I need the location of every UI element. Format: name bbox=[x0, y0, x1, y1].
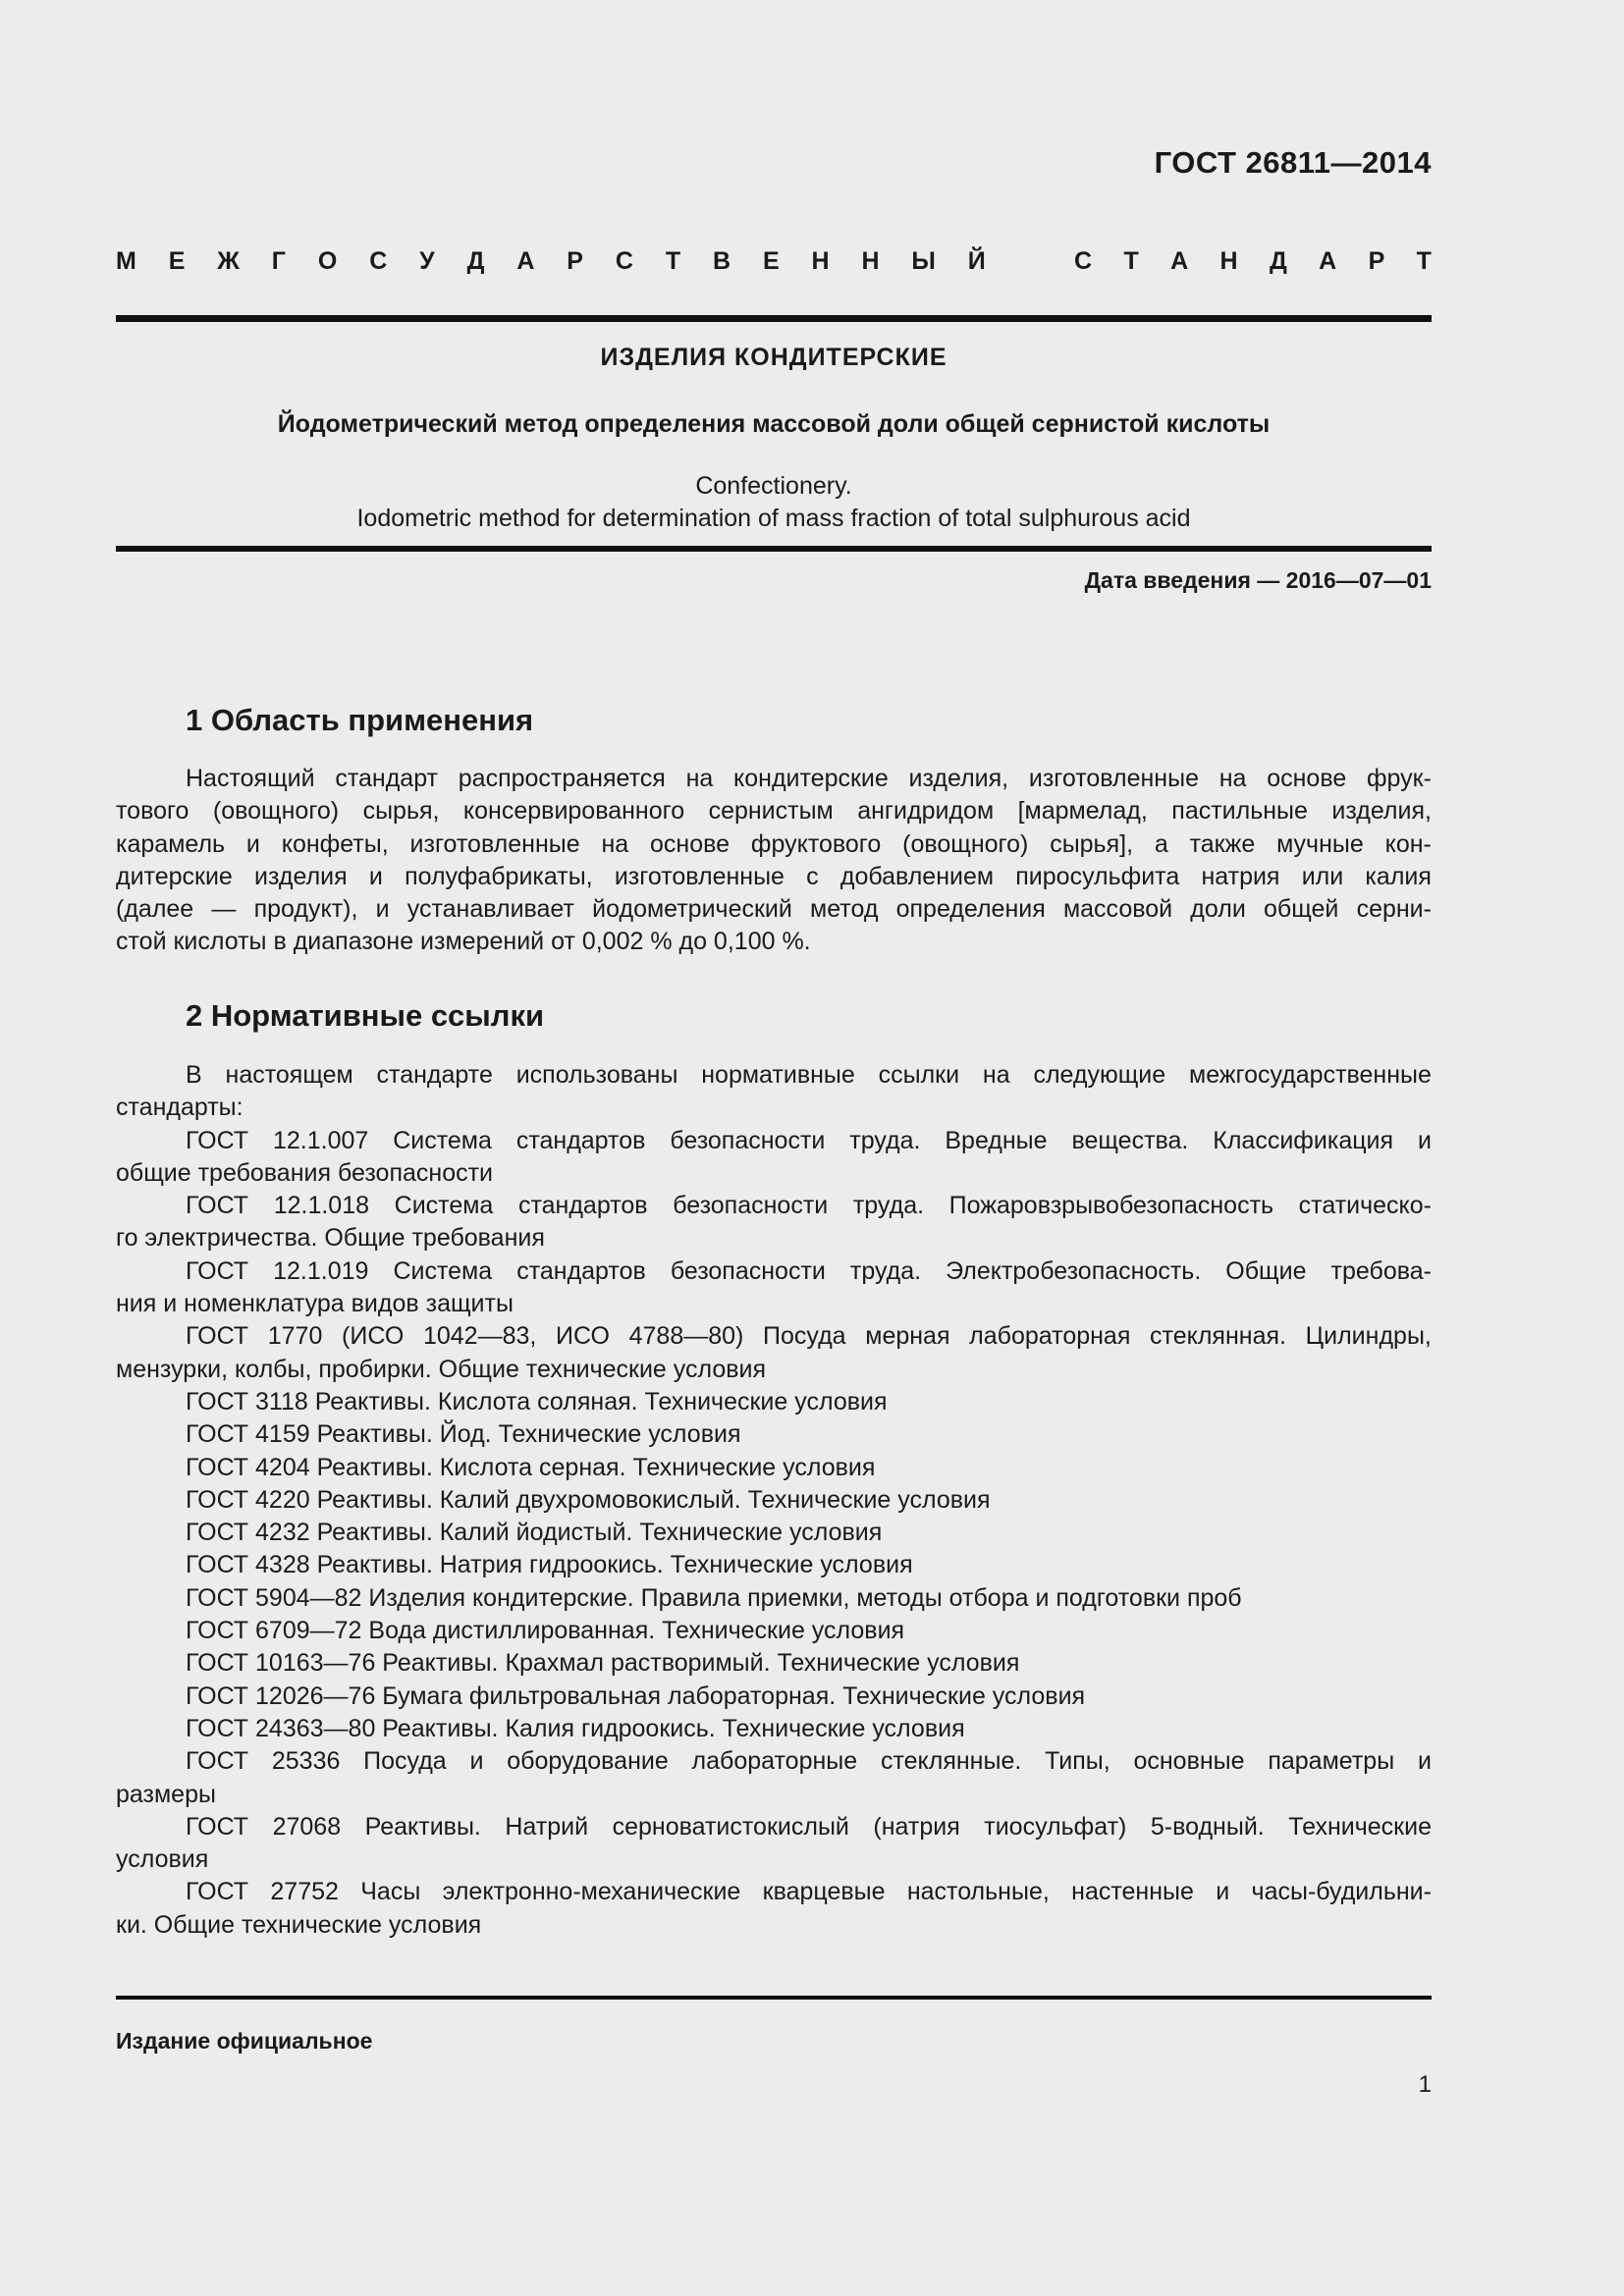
line-word: Настоящий bbox=[186, 765, 315, 792]
section-heading-scope: 1 Область применения bbox=[186, 703, 534, 737]
line-word: мучные bbox=[1276, 829, 1364, 858]
line-word: и bbox=[1417, 1126, 1432, 1154]
reference-line bbox=[116, 1190, 1432, 1222]
banner-letter: А bbox=[1319, 247, 1337, 275]
line-word: изделия, bbox=[1331, 797, 1432, 826]
line-word: труда. bbox=[849, 1256, 922, 1285]
line-word: основные bbox=[1133, 1747, 1245, 1776]
line-word: ГОСТ bbox=[186, 1878, 249, 1906]
section-heading-references: 2 Нормативные ссылки bbox=[186, 998, 545, 1033]
line-word: метод bbox=[810, 895, 879, 924]
line-word: или bbox=[1301, 862, 1344, 890]
reference-line: ГОСТ 4159 Реактивы. Йод. Технические условия bbox=[186, 1420, 741, 1449]
banner-letter: Е bbox=[168, 247, 186, 275]
line-word: 27752 bbox=[270, 1878, 339, 1906]
line-word: Часы bbox=[360, 1878, 421, 1906]
banner-letter: У bbox=[419, 247, 435, 275]
line-word: кон- bbox=[1384, 829, 1432, 858]
banner-letter: Т bbox=[1123, 247, 1139, 275]
line-word: ГОСТ bbox=[186, 1812, 249, 1841]
document-title: ИЗДЕЛИЯ КОНДИТЕРСКИЕ bbox=[600, 344, 947, 371]
line-word: (овощного) bbox=[902, 829, 1029, 858]
line-word: кварцевые bbox=[762, 1878, 886, 1906]
line-word: статическо- bbox=[1298, 1192, 1432, 1220]
line-word: стеклянные. bbox=[880, 1747, 1022, 1776]
line-word: общей bbox=[1263, 895, 1339, 924]
line-word: 25336 bbox=[271, 1747, 341, 1776]
line-word: межгосударственные bbox=[1189, 1061, 1432, 1089]
line-word: на bbox=[1218, 765, 1247, 792]
line-word: ГОСТ bbox=[186, 1192, 249, 1220]
reference-line bbox=[116, 1320, 1432, 1353]
document-subtitle: Йодометрический метод определения массовой доли общей сернистой кислоты bbox=[277, 410, 1271, 438]
line-word: 27068 bbox=[272, 1812, 342, 1841]
reference-line: ГОСТ 6709—72 Вода дистиллированная. Технические условия bbox=[186, 1617, 905, 1645]
banner-letter: Р bbox=[1368, 247, 1385, 275]
introduction-date: Дата введения — 2016—07—01 bbox=[1084, 567, 1432, 593]
line-word: (ИСО bbox=[342, 1322, 405, 1351]
line-word: изделия bbox=[254, 862, 348, 890]
line-word: изделия, bbox=[908, 765, 1009, 792]
line-word: следующие bbox=[1033, 1061, 1166, 1089]
reference-line: размеры bbox=[116, 1780, 216, 1808]
line-word: мерная bbox=[865, 1322, 950, 1351]
line-word: стандартов bbox=[517, 1192, 648, 1220]
reference-line: ГОСТ 5904—82 Изделия кондитерские. Правила приемки, методы отбора и подготовки проб bbox=[186, 1583, 1242, 1612]
banner-letter: С bbox=[615, 247, 633, 275]
line-word: Посуда bbox=[363, 1747, 447, 1776]
line-word: Классификация bbox=[1213, 1126, 1394, 1154]
line-word: и bbox=[368, 862, 383, 890]
line-word: основе bbox=[650, 829, 731, 858]
line-word: пиросульфита bbox=[1015, 862, 1180, 890]
line-word: безопасности bbox=[670, 1256, 826, 1285]
line-word: тиосульфат) bbox=[984, 1812, 1127, 1841]
line-word: В bbox=[186, 1061, 202, 1089]
reference-line: ния и номенклатура видов защиты bbox=[116, 1290, 514, 1318]
reference-line bbox=[116, 1125, 1432, 1157]
document-number: ГОСТ 26811—2014 bbox=[1154, 145, 1432, 180]
line-word: стандарте bbox=[376, 1061, 493, 1089]
line-word: Пожаровзрывобезопасность bbox=[948, 1192, 1274, 1220]
line-word: доли bbox=[1190, 895, 1246, 924]
line-word: 12.1.018 bbox=[273, 1192, 370, 1220]
banner-letter: Т bbox=[1416, 247, 1432, 275]
banner-letter: Ж bbox=[217, 247, 240, 275]
line-word: Посуда bbox=[763, 1322, 846, 1351]
line-word: ГОСТ bbox=[186, 1747, 249, 1776]
reference-line: ГОСТ 4328 Реактивы. Натрия гидроокись. Технические условия bbox=[186, 1551, 913, 1579]
line-word: Система bbox=[393, 1256, 493, 1285]
banner-letter: С bbox=[1074, 247, 1093, 275]
section-list-references bbox=[116, 1059, 1432, 1942]
line-word: (овощного) bbox=[212, 797, 340, 826]
line-word: труда. bbox=[852, 1192, 925, 1220]
line-word: определения bbox=[895, 895, 1046, 924]
banner-letter: Д bbox=[466, 247, 485, 275]
line-word: (натрия bbox=[873, 1812, 960, 1841]
banner-letter: С bbox=[369, 247, 388, 275]
paragraph-line bbox=[116, 828, 1432, 861]
line-word: калия bbox=[1365, 862, 1432, 890]
line-word: серноватистокислый bbox=[612, 1812, 849, 1841]
reference-line bbox=[116, 1059, 1432, 1092]
banner-letter: Н bbox=[861, 247, 880, 275]
line-word: сернистым bbox=[708, 797, 834, 826]
line-word: стандарт bbox=[335, 765, 439, 792]
line-word: сырья, bbox=[362, 797, 440, 826]
line-word: сырья], bbox=[1050, 829, 1134, 858]
banner-letter: Ы bbox=[911, 247, 936, 275]
line-word: добавлением bbox=[839, 862, 995, 890]
line-word: карамель bbox=[116, 829, 226, 858]
footer-divider bbox=[116, 1996, 1432, 2000]
banner-letter: Е bbox=[762, 247, 780, 275]
line-word: основе bbox=[1267, 765, 1347, 792]
reference-line: общие требования безопасности bbox=[116, 1158, 494, 1187]
line-word: лабораторные bbox=[691, 1747, 858, 1776]
banner-letter: О bbox=[317, 247, 338, 275]
line-word: 1770 bbox=[267, 1322, 323, 1351]
line-word: фруктового bbox=[750, 829, 882, 858]
line-word: стандартов bbox=[515, 1126, 646, 1154]
line-word: электронно-механические bbox=[442, 1878, 741, 1906]
line-word: ГОСТ bbox=[186, 1256, 249, 1285]
line-word: ГОСТ bbox=[186, 1322, 249, 1351]
line-word: безопасности bbox=[670, 1126, 826, 1154]
line-word: серни- bbox=[1356, 895, 1432, 924]
line-word: на bbox=[601, 829, 629, 858]
line-word: изготовленные bbox=[409, 829, 580, 858]
line-word: и bbox=[245, 829, 260, 858]
banner-letter: Т bbox=[665, 247, 681, 275]
line-word: ссылки bbox=[878, 1061, 960, 1089]
line-word: Электробезопасность. bbox=[946, 1256, 1202, 1285]
paragraph-line bbox=[116, 893, 1432, 926]
section-paragraph-scope bbox=[116, 763, 1432, 959]
line-word: также bbox=[1189, 829, 1256, 858]
line-word: безопасности bbox=[673, 1192, 829, 1220]
line-word: консервированного bbox=[462, 797, 685, 826]
line-word: [мармелад, bbox=[1017, 797, 1148, 826]
reference-line: стандарты: bbox=[116, 1094, 244, 1122]
line-word: 1042—83, bbox=[422, 1322, 537, 1351]
header-divider bbox=[116, 315, 1432, 322]
banner-letter: Н bbox=[811, 247, 830, 275]
page-number: 1 bbox=[1418, 2071, 1432, 2098]
reference-line: условия bbox=[116, 1845, 209, 1874]
line-word: тового bbox=[116, 797, 189, 826]
line-word: настольные, bbox=[906, 1878, 1050, 1906]
line-word: изготовленные bbox=[614, 862, 785, 890]
english-title-line: Confectionery. bbox=[695, 472, 852, 500]
line-word: массовой bbox=[1062, 895, 1173, 924]
line-word: настоящем bbox=[225, 1061, 353, 1089]
banner-letter: Г bbox=[271, 247, 286, 275]
line-word: 12.1.007 bbox=[272, 1126, 369, 1154]
reference-line bbox=[116, 1745, 1432, 1778]
reference-line: ГОСТ 24363—80 Реактивы. Калия гидроокись. Технические условия bbox=[186, 1714, 965, 1742]
english-title bbox=[116, 470, 1432, 535]
document-page bbox=[116, 0, 1432, 2296]
line-word: и bbox=[1216, 1878, 1230, 1906]
interstate-standard-banner bbox=[116, 247, 1432, 276]
english-title-line: Iodometric method for determination of mass fraction of total sulphurous acid bbox=[356, 505, 1191, 532]
line-word: а bbox=[1154, 829, 1168, 858]
line-word: Технические bbox=[1288, 1812, 1432, 1841]
line-word: дитерские bbox=[116, 862, 233, 890]
line-word: лабораторная bbox=[969, 1322, 1131, 1351]
line-word: нормативные bbox=[701, 1061, 855, 1089]
reference-line: ГОСТ 4220 Реактивы. Калий двухромовокислый. Технические условия bbox=[186, 1485, 991, 1514]
line-word: и bbox=[375, 895, 390, 924]
line-word: йодометрический bbox=[592, 895, 792, 924]
line-word: на bbox=[685, 765, 714, 792]
line-word: ГОСТ bbox=[186, 1126, 249, 1154]
line-word: натрия bbox=[1201, 862, 1280, 890]
line-word: 4788—80) bbox=[628, 1322, 744, 1351]
line-word: полуфабрикаты, bbox=[405, 862, 593, 890]
line-word: и bbox=[1417, 1747, 1432, 1776]
line-word: настенные bbox=[1071, 1878, 1194, 1906]
line-word: Типы, bbox=[1045, 1747, 1110, 1776]
line-word: стеклянная. bbox=[1150, 1322, 1286, 1351]
line-word: 12.1.019 bbox=[273, 1256, 369, 1285]
reference-line: ГОСТ 10163—76 Реактивы. Крахмал растворимый. Технические условия bbox=[186, 1649, 1020, 1678]
reference-line bbox=[116, 1255, 1432, 1288]
line-word: требова- bbox=[1330, 1256, 1432, 1285]
line-word: Вредные bbox=[945, 1126, 1048, 1154]
line-word: на bbox=[982, 1061, 1010, 1089]
reference-line: ки. Общие технические условия bbox=[116, 1910, 482, 1939]
reference-line: мензурки, колбы, пробирки. Общие технические условия bbox=[116, 1355, 767, 1383]
line-word: часы-будильни- bbox=[1251, 1878, 1432, 1906]
banner-letter: А bbox=[516, 247, 535, 275]
banner-letter: Н bbox=[1219, 247, 1238, 275]
banner-word-interstate bbox=[116, 247, 986, 276]
reference-line bbox=[116, 1876, 1432, 1908]
title-divider bbox=[116, 546, 1432, 552]
paragraph-line: стой кислоты в диапазоне измерений от 0,002 % до 0,100 %. bbox=[116, 928, 811, 956]
line-word: 5-водный. bbox=[1150, 1812, 1265, 1841]
line-word: Система bbox=[394, 1192, 494, 1220]
line-word: конфеты, bbox=[281, 829, 389, 858]
line-word: Система bbox=[393, 1126, 492, 1154]
banner-letter: А bbox=[1170, 247, 1189, 275]
line-word: с bbox=[806, 862, 819, 890]
line-word: стандартов bbox=[516, 1256, 646, 1285]
banner-letter: Р bbox=[567, 247, 583, 275]
line-word: Общие bbox=[1225, 1256, 1307, 1285]
paragraph-line bbox=[116, 861, 1432, 893]
line-word: и bbox=[469, 1747, 484, 1776]
line-word: использованы bbox=[515, 1061, 678, 1089]
line-word: устанавливает bbox=[406, 895, 574, 924]
reference-line: ГОСТ 12026—76 Бумага фильтровальная лабораторная. Технические условия bbox=[186, 1682, 1086, 1710]
line-word: пастильные bbox=[1171, 797, 1308, 826]
line-word: кондитерские bbox=[733, 765, 889, 792]
reference-line: ГОСТ 4232 Реактивы. Калий йодистый. Технические условия bbox=[186, 1519, 883, 1547]
line-word: Натрий bbox=[505, 1812, 589, 1841]
reference-line bbox=[116, 1811, 1432, 1843]
line-word: ангидридом bbox=[857, 797, 995, 826]
reference-line: ГОСТ 4204 Реактивы. Кислота серная. Технические условия bbox=[186, 1453, 876, 1481]
reference-line: го электричества. Общие требования bbox=[116, 1224, 545, 1253]
line-word: изготовленные bbox=[1028, 765, 1199, 792]
banner-letter: В bbox=[712, 247, 731, 275]
line-word: труда. bbox=[849, 1126, 921, 1154]
line-word: параметры bbox=[1268, 1747, 1395, 1776]
line-word: Цилиндры, bbox=[1305, 1322, 1432, 1351]
paragraph-line bbox=[116, 795, 1432, 828]
banner-letter: Й bbox=[967, 247, 986, 275]
paragraph-line bbox=[116, 763, 1432, 795]
line-word: ИСО bbox=[556, 1322, 610, 1351]
line-word: — bbox=[211, 895, 237, 924]
line-word: фрук- bbox=[1366, 765, 1432, 792]
banner-letter: Д bbox=[1269, 247, 1287, 275]
banner-letter: М bbox=[116, 247, 136, 275]
line-word: продукт), bbox=[253, 895, 358, 924]
line-word: (далее bbox=[116, 895, 194, 924]
official-edition-label: Издание официальное bbox=[116, 2028, 373, 2054]
reference-line: ГОСТ 3118 Реактивы. Кислота соляная. Технические условия bbox=[186, 1387, 888, 1415]
line-word: распространяется bbox=[458, 765, 666, 792]
line-word: вещества. bbox=[1071, 1126, 1189, 1154]
banner-word-standard bbox=[1074, 247, 1432, 276]
line-word: Реактивы. bbox=[364, 1812, 481, 1841]
line-word: оборудование bbox=[507, 1747, 669, 1776]
